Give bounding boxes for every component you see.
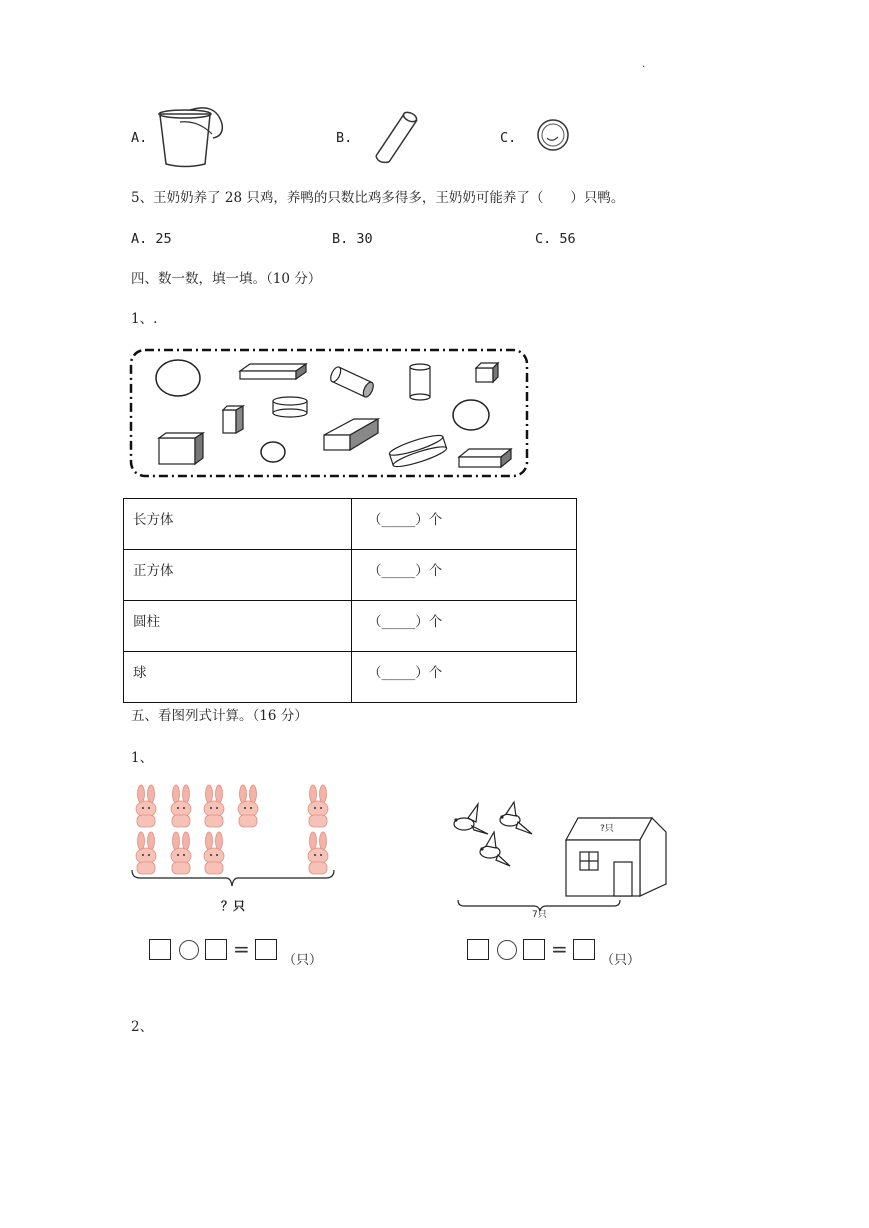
q5-option-b: B. 30 — [332, 231, 373, 247]
house-count-label: ?只 — [600, 824, 614, 834]
rabbit-icon — [308, 785, 328, 827]
rabbit-icon — [204, 832, 224, 874]
section5-item2-label: 2、 — [131, 1019, 154, 1035]
rabbit-total-label: ？只 — [221, 899, 246, 913]
cylinder-shape — [410, 364, 430, 400]
section4-title: 四、数一数，填一填。（10 分） — [131, 271, 322, 287]
q4-option-c-label: C. — [500, 130, 517, 146]
answer-blank[interactable]: （_____）个 — [352, 550, 577, 601]
rabbit-icon — [308, 832, 328, 874]
section5-title: 五、看图列式计算。（16 分） — [131, 708, 308, 724]
rabbits-figure — [128, 782, 340, 894]
cube-shape — [476, 363, 498, 382]
unit-label: （只） — [601, 953, 641, 968]
rabbit-icon — [136, 785, 156, 827]
operator-circle[interactable] — [497, 940, 517, 960]
birds-house-figure — [444, 800, 670, 912]
brace-icon — [132, 870, 334, 886]
q5-option-a: A. 25 — [131, 231, 172, 247]
ball-icon — [536, 118, 572, 152]
sphere-shape — [453, 400, 489, 430]
q5-option-c: C. 56 — [535, 231, 576, 247]
q5-question: 5、王奶奶养了 28 只鸡，养鸭的只数比鸡多得多，王奶奶可能养了（ ）只鸭。 — [131, 190, 625, 206]
cylinder-shape — [329, 365, 376, 398]
house-icon — [566, 818, 666, 896]
rabbit-icon — [171, 785, 191, 827]
bird-icon — [454, 804, 488, 834]
shape-name-cell: 长方体 — [124, 499, 352, 550]
cuboid-shape — [223, 406, 243, 433]
cuboid-shape — [240, 364, 306, 379]
bird-icon — [500, 802, 532, 834]
cylinder-tube-icon — [372, 108, 422, 166]
cylinder-shape — [388, 432, 448, 470]
shape-name-cell: 球 — [124, 652, 352, 703]
table-row — [124, 499, 577, 550]
answer-box[interactable] — [149, 939, 171, 960]
shape-count-table — [123, 498, 577, 703]
answer-box[interactable] — [573, 939, 595, 960]
solid-shapes-figure — [128, 347, 530, 479]
equals-sign: = — [551, 937, 568, 961]
rabbit-icon — [171, 832, 191, 874]
shape-name-cell: 圆柱 — [124, 601, 352, 652]
sphere-shape — [261, 442, 285, 462]
shape-name-cell: 正方体 — [124, 550, 352, 601]
bucket-icon — [150, 104, 225, 170]
section5-item1-label: 1、 — [131, 750, 154, 766]
header-mark: . — [642, 59, 646, 70]
unit-label: （只） — [283, 953, 323, 968]
answer-blank[interactable]: （_____）个 — [352, 499, 577, 550]
answer-box[interactable] — [255, 939, 277, 960]
answer-blank[interactable]: （_____）个 — [352, 652, 577, 703]
answer-box[interactable] — [205, 939, 227, 960]
operator-circle[interactable] — [179, 940, 199, 960]
cylinder-shape — [273, 397, 307, 417]
rabbit-icon — [238, 785, 258, 827]
q4-option-a-label: A. — [131, 130, 148, 146]
rabbit-icon — [204, 785, 224, 827]
section4-item1-label: 1、. — [131, 311, 158, 327]
answer-box[interactable] — [467, 939, 489, 960]
table-row — [124, 601, 577, 652]
table-row — [124, 652, 577, 703]
q4-option-b-label: B. — [336, 130, 353, 146]
cuboid-shape — [459, 449, 511, 467]
cuboid-shape — [324, 419, 378, 450]
bird-icon — [480, 832, 510, 866]
rabbit-icon — [136, 832, 156, 874]
answer-blank[interactable]: （_____）个 — [352, 601, 577, 652]
answer-box[interactable] — [523, 939, 545, 960]
cube-shape — [159, 433, 203, 464]
bird-total-label: 7只 — [532, 910, 547, 920]
sphere-shape — [156, 360, 200, 396]
table-row — [124, 550, 577, 601]
equals-sign: = — [233, 937, 250, 961]
